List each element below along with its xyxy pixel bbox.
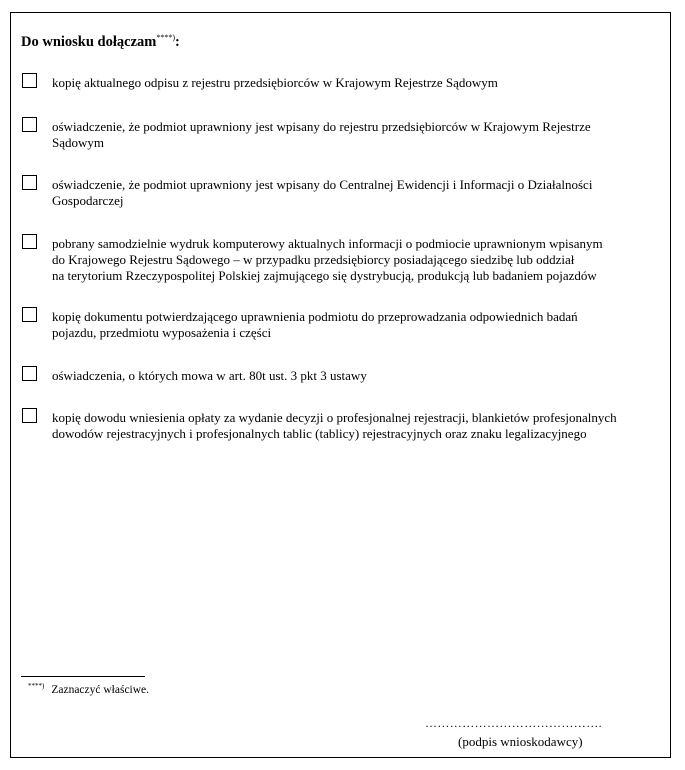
signature-line: ……………………………………. xyxy=(425,716,602,730)
attachment-text-1: kopię aktualnego odpisu z rejestru przedsiębiorców w Krajowym Rejestrze Sądowym xyxy=(52,75,498,90)
attachment-checkbox-7[interactable] xyxy=(22,408,37,423)
attachment-checkbox-1[interactable] xyxy=(22,73,37,88)
attachment-checkbox-6[interactable] xyxy=(22,366,37,381)
attachment-text-6: oświadczenia, o których mowa w art. 80t ust. 3 pkt 3 ustawy xyxy=(52,368,367,383)
attachment-text-7: kopię dowodu wniesienia opłaty za wydanie decyzji o profesjonalnej rejestracji, blankietów profesjonalnych dowodów rejestracyjnych i profesjonalnych tablic (tablicy) rejestracyjnych oraz znaku legalizacyjnego xyxy=(52,410,617,441)
footnote-divider xyxy=(21,676,145,677)
attachment-text-4: pobrany samodzielnie wydruk komputerowy aktualnych informacji o podmiocie uprawnionym wpisanym do Krajowego Rejestru Sądowego – w przypadku przedsiębiorcy posiadającego siedzibę lub oddział na terytorium Rzeczypospolitej Polskiej zajmującego się dystrybucją, produkcją lub badaniem pojazdów xyxy=(52,236,603,283)
attachment-text-5: kopię dokumentu potwierdzającego uprawnienia podmiotu do przeprowadzania odpowiednich badań pojazdu, przedmiotu wyposażenia i części xyxy=(52,309,578,340)
heading-text: Do wniosku dołączam xyxy=(21,34,157,50)
attachment-checkbox-4[interactable] xyxy=(22,234,37,249)
section-heading xyxy=(21,33,180,51)
heading-suffix: : xyxy=(175,34,180,50)
attachment-text-3: oświadczenie, że podmiot uprawniony jest wpisany do Centralnej Ewidencji i Informacji o Działalności Gospodarczej xyxy=(52,177,593,208)
footnote-text: Zaznaczyć właściwe. xyxy=(51,684,150,696)
footnote xyxy=(28,682,149,696)
heading-footnote-marker: ****) xyxy=(156,33,176,42)
footnote-marker: ****) xyxy=(28,682,45,690)
attachment-checkbox-2[interactable] xyxy=(22,117,37,132)
attachment-checkbox-5[interactable] xyxy=(22,307,37,322)
attachment-checkbox-3[interactable] xyxy=(22,175,37,190)
signature-label: (podpis wnioskodawcy) xyxy=(458,734,583,749)
attachment-text-2: oświadczenie, że podmiot uprawniony jest wpisany do rejestru przedsiębiorców w Krajowym Rejestrze Sądowym xyxy=(52,119,591,150)
